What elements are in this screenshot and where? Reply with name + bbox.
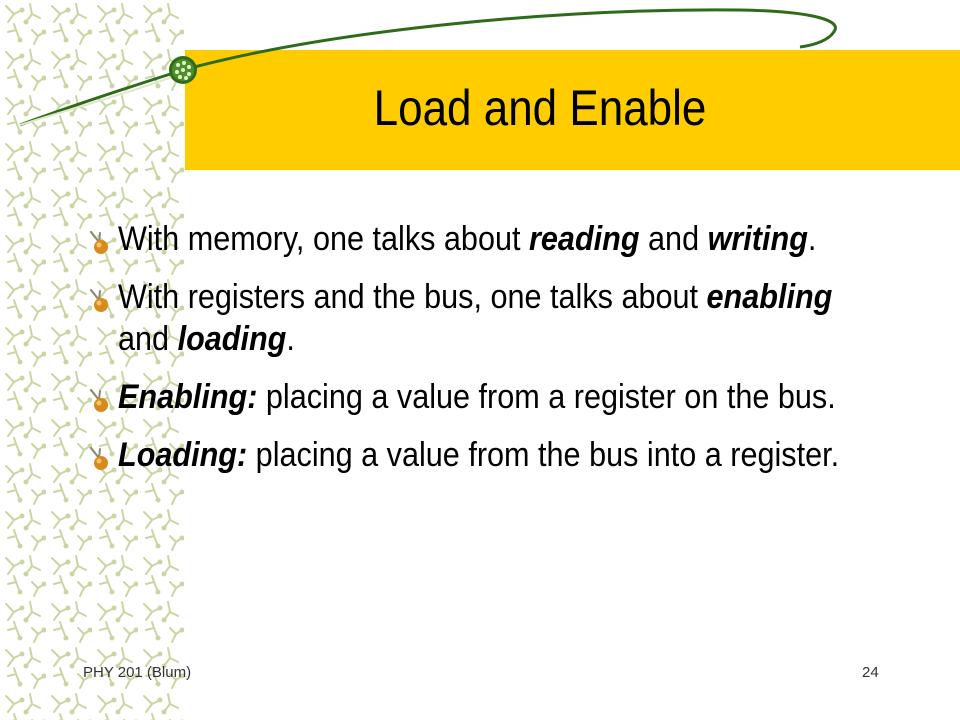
bullet-text-segment: placing a value from the bus into a register.	[247, 436, 840, 474]
bullet-icon	[88, 440, 112, 466]
bullet-text-segment: With registers and the bus, one talks about	[118, 278, 707, 316]
bullet-text	[118, 276, 847, 360]
emphasis-term: writing	[707, 220, 808, 258]
emphasis-term: reading	[529, 220, 640, 258]
bullet-text	[118, 376, 847, 418]
bullet-item	[88, 218, 848, 260]
bullet-icon	[88, 282, 112, 308]
bullet-text	[118, 434, 847, 476]
bullet-item	[88, 276, 848, 360]
footer-course: PHY 201 (Blum)	[83, 664, 192, 681]
bullet-list	[88, 218, 848, 492]
bullet-text-segment: and	[118, 320, 178, 358]
slide-title: Load and Enable	[373, 80, 707, 136]
bullet-text-segment: With memory, one talks about	[118, 220, 530, 258]
bullet-item	[88, 376, 848, 418]
bullet-text-segment: placing a value from a register on the bus.	[257, 378, 836, 416]
bullet-icon	[88, 224, 112, 250]
emphasis-term: enabling	[706, 278, 833, 316]
footer-page-number: 24	[862, 664, 879, 681]
bullet-text	[118, 218, 847, 260]
globe-icon	[169, 56, 197, 84]
emphasis-term: loading	[177, 320, 287, 358]
emphasis-term: Enabling:	[118, 378, 258, 416]
bullet-item	[88, 434, 848, 476]
bullet-text-segment: .	[807, 220, 817, 258]
bullet-text-segment: and	[639, 220, 708, 258]
bullet-icon	[88, 382, 112, 408]
bullet-text-segment: .	[286, 320, 295, 358]
emphasis-term: Loading:	[118, 436, 248, 474]
